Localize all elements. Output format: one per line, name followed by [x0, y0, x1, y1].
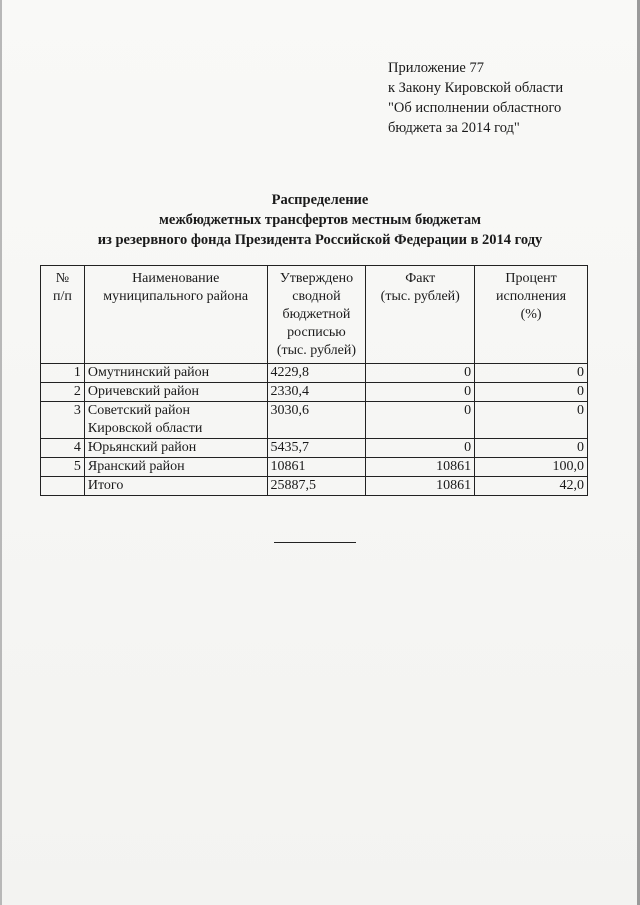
- row-percent: 0: [475, 364, 588, 383]
- transfers-table: [40, 265, 588, 496]
- total-number: [41, 477, 85, 496]
- header-number-line-2: п/п: [53, 289, 72, 304]
- row-number: 1: [41, 364, 85, 383]
- header-percent-line-1: Процент: [505, 271, 557, 286]
- header-number: [41, 266, 85, 364]
- title-line-3: из резервного фонда Президента Российской Федерации в 2014 году: [97, 232, 543, 248]
- appendix-line-2: к Закону Кировской области: [388, 80, 564, 96]
- table-row: [41, 364, 588, 383]
- row-number: 5: [41, 458, 85, 477]
- header-fact-line-2: (тыс. рублей): [380, 289, 460, 304]
- header-district-name: [84, 266, 267, 364]
- row-approved: 5435,7: [267, 439, 366, 458]
- row-fact: 10861: [366, 458, 475, 477]
- row-district-name: Оричевский район: [84, 383, 267, 402]
- appendix-reference: [388, 58, 628, 138]
- row-number: 3: [41, 402, 85, 439]
- scan-edge-left: [0, 0, 2, 905]
- header-approved-line-5: (тыс. рублей): [276, 343, 357, 358]
- row-district-name: Яранский район: [84, 458, 267, 477]
- document-title: [40, 190, 600, 250]
- row-percent: 100,0: [475, 458, 588, 477]
- title-line-1: Распределение: [271, 192, 369, 208]
- header-name-line-2: муниципального района: [103, 289, 249, 304]
- header-approved-line-1: Утверждено: [279, 271, 354, 286]
- total-approved: 25887,5: [267, 477, 366, 496]
- header-approved: [267, 266, 366, 364]
- table-total-row: [41, 477, 588, 496]
- appendix-line-1: Приложение 77: [388, 60, 484, 76]
- row-approved: 3030,6: [267, 402, 366, 439]
- header-number-line-1: №: [55, 271, 70, 286]
- header-percent: [475, 266, 588, 364]
- closing-line: [274, 542, 356, 543]
- header-fact-line-1: Факт: [405, 271, 436, 286]
- total-percent: 42,0: [475, 477, 588, 496]
- total-label: Итого: [84, 477, 267, 496]
- appendix-line-3: "Об исполнении областного: [388, 100, 562, 116]
- header-name-line-1: Наименование: [132, 271, 220, 286]
- row-approved: 10861: [267, 458, 366, 477]
- header-percent-line-3: (%): [520, 307, 542, 322]
- row-percent: 0: [475, 402, 588, 439]
- row-fact: 0: [366, 402, 475, 439]
- row-percent: 0: [475, 383, 588, 402]
- header-fact: [366, 266, 475, 364]
- row-district-name: [84, 402, 267, 439]
- table-row: [41, 458, 588, 477]
- total-fact: 10861: [366, 477, 475, 496]
- table-row: [41, 439, 588, 458]
- header-approved-line-4: росписью: [287, 325, 346, 340]
- row-district-name-line-2: Кировской области: [87, 421, 203, 436]
- title-line-2: межбюджетных трансфертов местным бюджетам: [159, 212, 481, 228]
- header-approved-line-2: сводной: [292, 289, 341, 304]
- table-header-row: [41, 266, 588, 364]
- row-fact: 0: [366, 439, 475, 458]
- row-fact: 0: [366, 364, 475, 383]
- row-district-name: Омутнинский район: [84, 364, 267, 383]
- row-number: 2: [41, 383, 85, 402]
- row-number: 4: [41, 439, 85, 458]
- appendix-line-4: бюджета за 2014 год": [388, 120, 520, 136]
- row-district-name-line-1: Советский район: [87, 403, 190, 418]
- row-district-name: Юрьянский район: [84, 439, 267, 458]
- table-row: [41, 402, 588, 439]
- header-approved-line-3: бюджетной: [282, 307, 351, 322]
- row-approved: 4229,8: [267, 364, 366, 383]
- header-percent-line-2: исполнения: [495, 289, 567, 304]
- table-row: [41, 383, 588, 402]
- row-approved: 2330,4: [267, 383, 366, 402]
- row-fact: 0: [366, 383, 475, 402]
- row-percent: 0: [475, 439, 588, 458]
